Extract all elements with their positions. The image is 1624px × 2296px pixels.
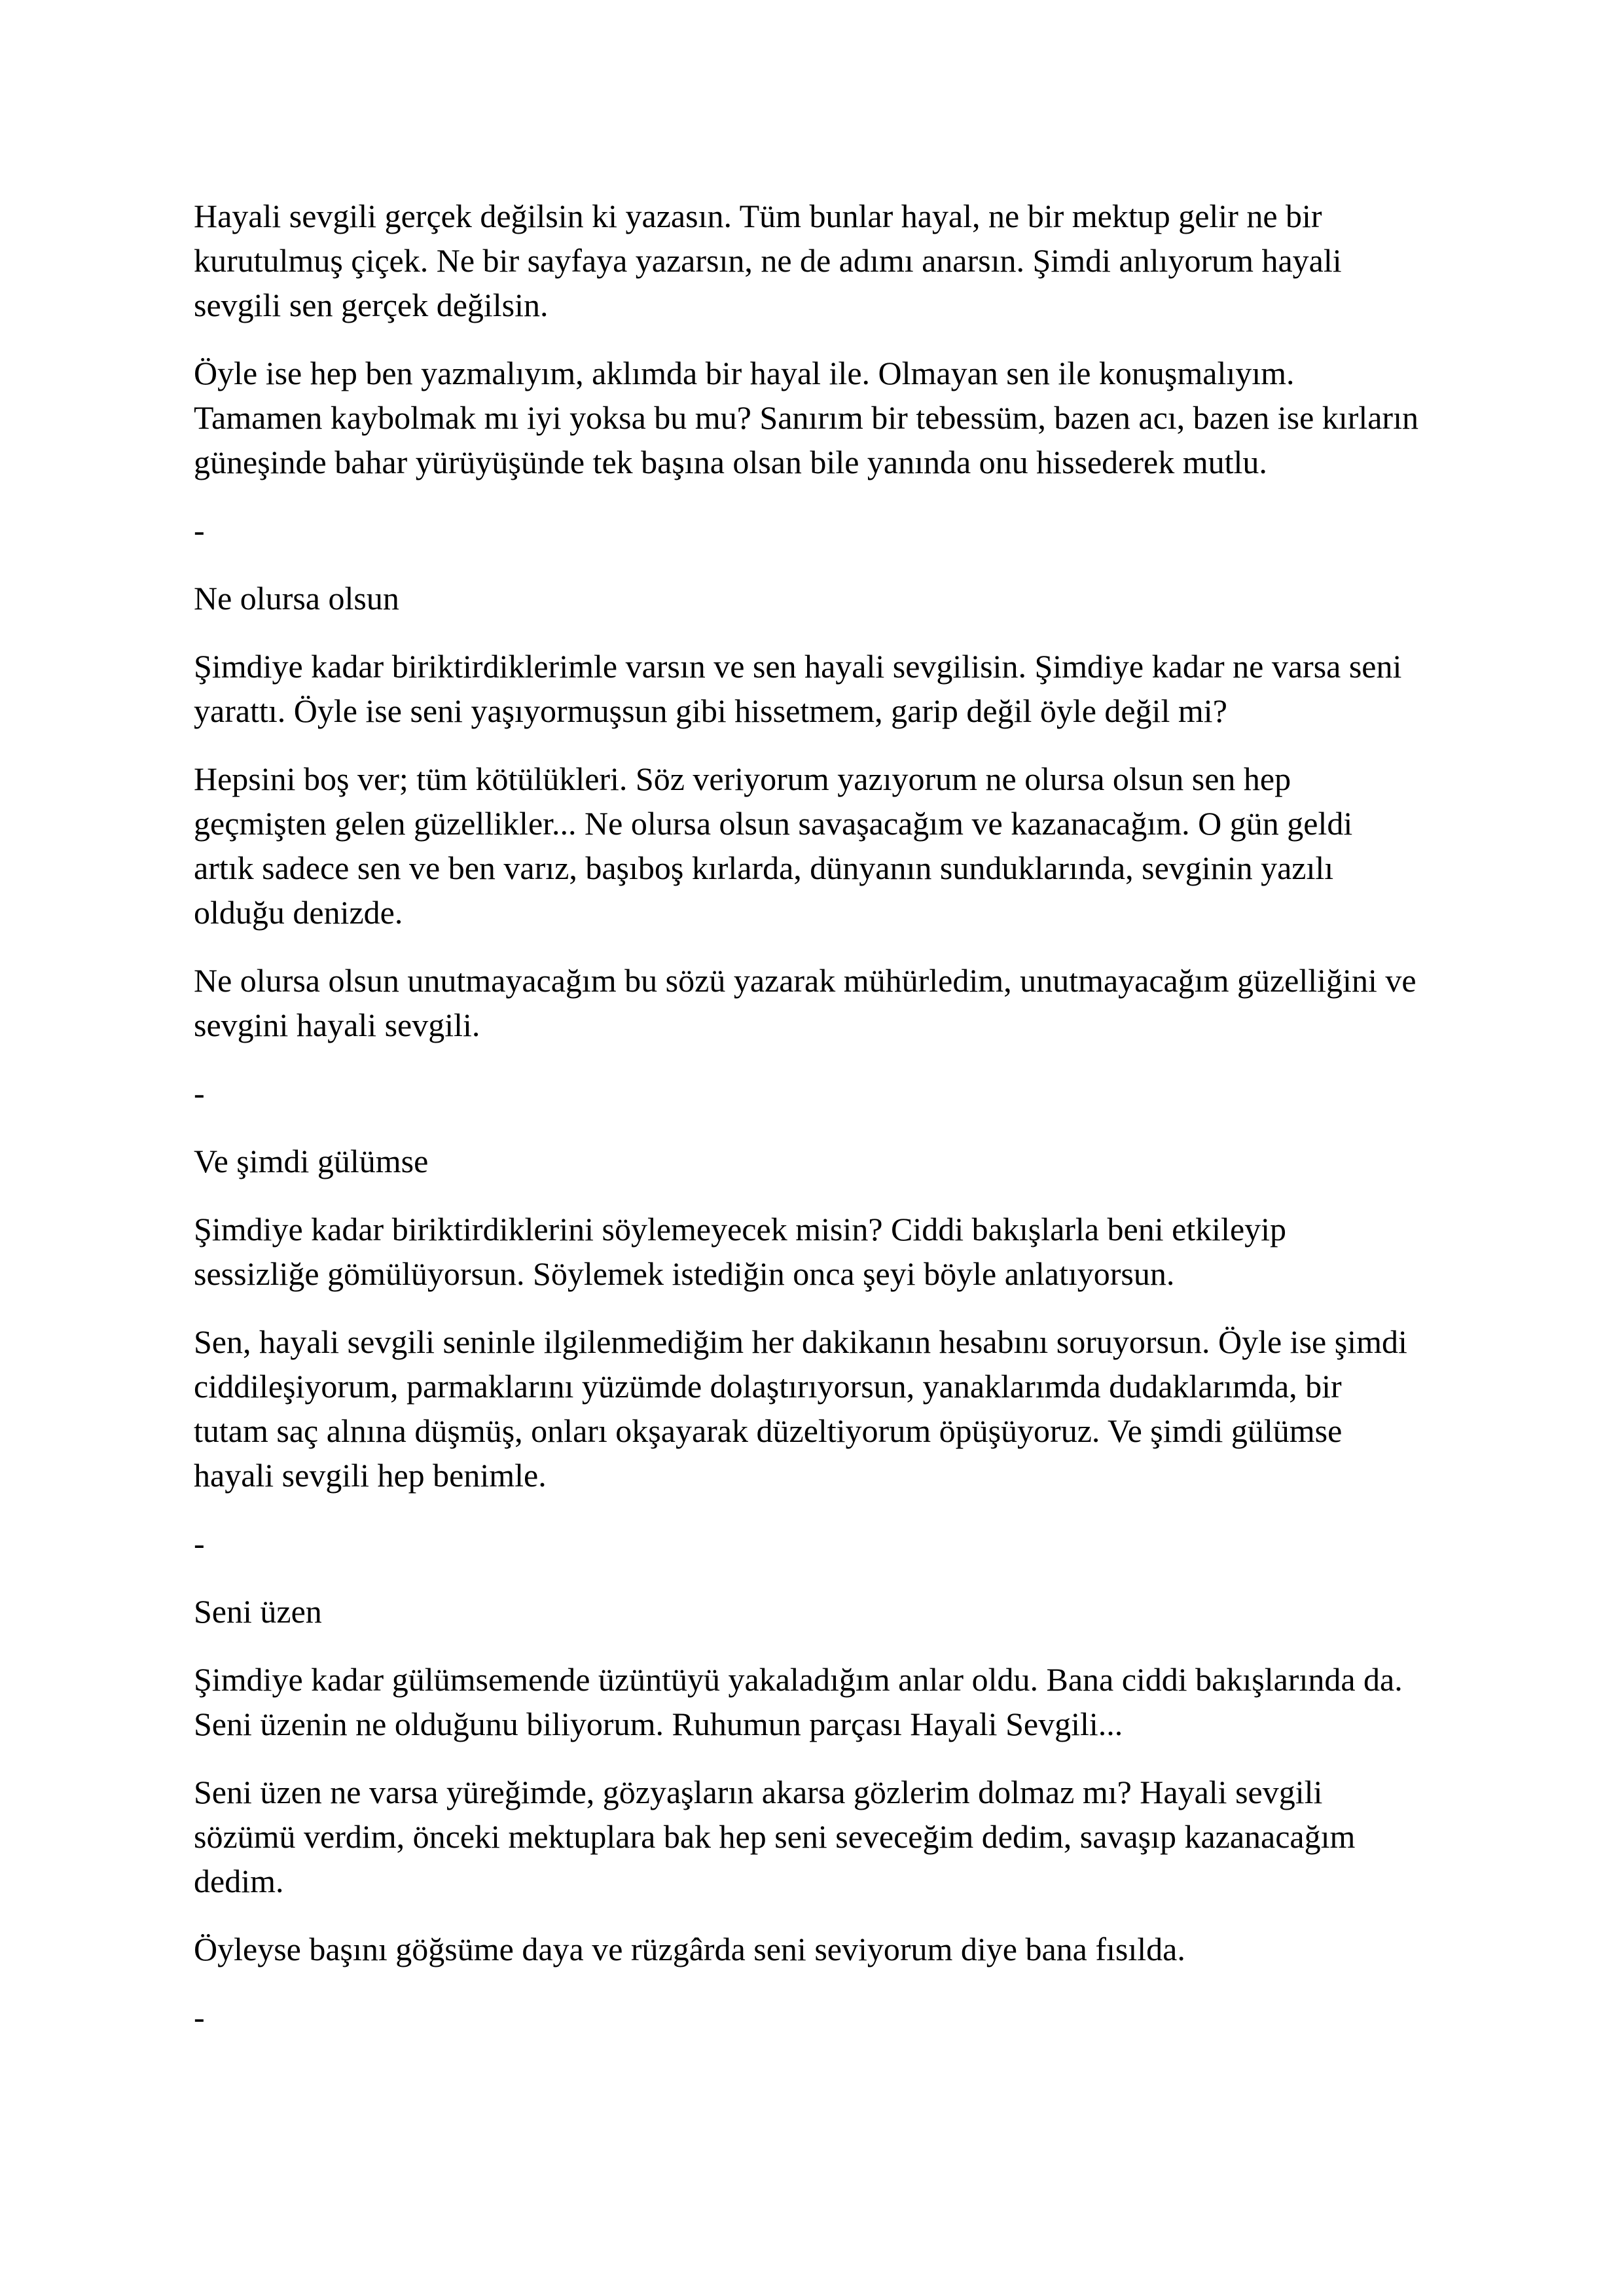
section-title: Ve şimdi gülümse xyxy=(194,1143,429,1179)
paragraph: Öyleyse başını göğsüme daya ve rüzgârda seni seviyorum diye bana fısılda. xyxy=(194,1931,1185,1967)
paragraph: Sen, hayali sevgili seninle ilgilenmediğim her dakikanın hesabını soruyorsun. Öyle ise şimdi ciddileşiyorum, parmaklarını yüzümde dolaştırıyorsun, yanaklarımda dudaklarımda, bir tutam saç alnına düşmüş, onları okşayarak düzeltiyorum öpüşüyoruz. Ve şimdi gülümse hayali sevgili hep benimle. xyxy=(194,1323,1407,1494)
paragraph: Şimdiye kadar gülümsemende üzüntüyü yakaladığım anlar oldu. Bana ciddi bakışlarında da. Seni üzenin ne olduğunu biliyorum. Ruhumun parçası Hayali Sevgili... xyxy=(194,1661,1403,1742)
paragraph: Seni üzen ne varsa yüreğimde, gözyaşların akarsa gözlerim dolmaz mı? Hayali sevgili sözümü verdim, önceki mektuplara bak hep seni seveceğim dedim, savaşıp kazanacağım dedim. xyxy=(194,1774,1356,1899)
paragraph-separator: - xyxy=(194,512,205,548)
section-title: Seni üzen xyxy=(194,1593,322,1630)
paragraph: Hepsini boş ver; tüm kötülükleri. Söz veriyorum yazıyorum ne olursa olsun sen hep geçmişten gelen güzellikler... Ne olursa olsun savaşacağım ve kazanacağım. O gün geldi artık sadece sen ve ben varız, başıboş kırlarda, dünyanın sunduklarında, sevginin yazılı olduğu denizde. xyxy=(194,761,1353,931)
section-title: Ne olursa olsun xyxy=(194,580,399,617)
paragraph-separator: - xyxy=(194,1999,205,2036)
paragraph-separator: - xyxy=(194,1075,205,1111)
paragraph: Şimdiye kadar biriktirdiklerini söylemeyecek misin? Ciddi bakışlarla beni etkileyip sessizliğe gömülüyorsun. Söylemek istediğin onca şeyi böyle anlatıyorsun. xyxy=(194,1211,1287,1292)
paragraph: Şimdiye kadar biriktirdiklerimle varsın ve sen hayali sevgilisin. Şimdiye kadar ne varsa seni yarattı. Öyle ise seni yaşıyormuşsun gibi hissetmem, garip değil öyle değil mi? xyxy=(194,648,1402,729)
paragraph: Ne olursa olsun unutmayacağım bu sözü yazarak mühürledim, unutmayacağım güzelliğini ve sevgini hayali sevgili. xyxy=(194,962,1416,1043)
paragraph: Hayali sevgili gerçek değilsin ki yazasın. Tüm bunlar hayal, ne bir mektup gelir ne bir kurutulmuş çiçek. Ne bir sayfaya yazarsın, ne de adımı anarsın. Şimdi anlıyorum hayali sevgili sen gerçek değilsin. xyxy=(194,198,1342,323)
paragraph: Öyle ise hep ben yazmalıyım, aklımda bir hayal ile. Olmayan sen ile konuşmalıyım. Tamamen kaybolmak mı iyi yoksa bu mu? Sanırım bir tebessüm, bazen acı, bazen ise kırların güneşinde bahar yürüyüşünde tek başına olsan bile yanında onu hissederek mutlu. xyxy=(194,355,1418,480)
document-body xyxy=(194,194,1418,2039)
paragraph-separator: - xyxy=(194,1525,205,1562)
